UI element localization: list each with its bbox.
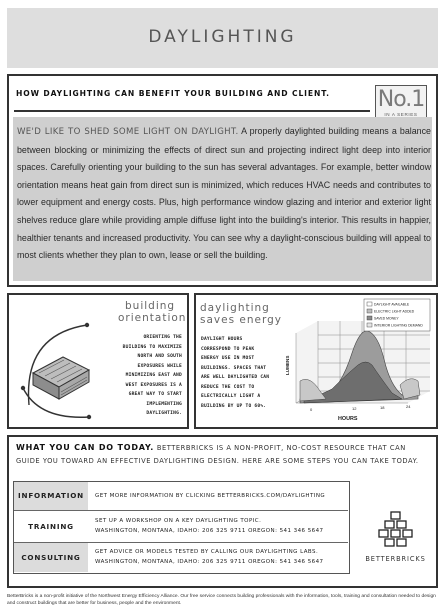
orientation-heading [118, 300, 187, 324]
betterbricks-logo-text: BETTERBRICKS [365, 555, 426, 563]
intro-body: A properly daylighted building means a balance between blocking or minimizing the effects of direct sun and projecting indirect light deep into interior spaces. Carefully orienting your building to the sun has several advantages. For example, better window orientation means heat gain from direct sun is minimized, which reduces HVAC needs and contributes to lower equipment and energy costs. Plus, high performance window glazing and interior and exterior light shelves reduce glare while providing ample diffuse light into the building's interior. This results in happier, healthier tenants and increased productivity. You can see why a daylight-conscious building will appeal to most clients whether they plan to own, lease or sell the building. [17, 126, 431, 261]
energy-heading [200, 302, 282, 326]
betterbricks-logo-icon [378, 510, 414, 552]
energy-text [201, 335, 291, 411]
orientation-text-line: NORTH AND SOUTH [137, 354, 182, 359]
legend-label: INTERIOR LIGHTING DEMAND [374, 323, 423, 328]
title-band [7, 8, 438, 68]
step-consulting-contact: WASHINGTON, MONTANA, IDAHO: 206 325 9711 OREGON: 541 346 5647 [95, 559, 324, 565]
sun-dot [85, 323, 89, 327]
x-tick-label: 18 [380, 405, 385, 410]
legend-swatch-electric [367, 309, 372, 313]
energy-text-line: CORRESPOND TO PEAK [201, 346, 255, 352]
orientation-text-line: BUILDING TO MAXIMIZE [122, 344, 182, 350]
step-label-consulting: CONSULTING [14, 543, 88, 572]
step-training-contact: WASHINGTON, MONTANA, IDAHO: 206 325 9711 OREGON: 541 346 5647 [95, 528, 324, 534]
intro-lead: WE'D LIKE TO SHED SOME LIGHT ON DAYLIGHT. [17, 127, 239, 137]
orientation-text-line: IMPLEMENTING [146, 401, 182, 407]
energy-heading-line: daylighting [200, 302, 270, 314]
legend-label: DAYLIGHT AVAILABLE [374, 302, 410, 307]
orientation-panel [7, 293, 189, 429]
orientation-text-line: WEST EXPOSURES IS A [125, 382, 182, 388]
series-caption: IN A SERIES [384, 112, 418, 117]
energy-text-line: ENERGY USE IN MOST [201, 356, 255, 361]
headline-divider [14, 110, 370, 112]
legend-swatch-saved [367, 316, 372, 320]
do-today-text [16, 441, 428, 468]
y-axis-label: LUMENS [285, 355, 290, 375]
x-tick-label: 24 [406, 404, 411, 409]
orientation-text-line: DAYLIGHTING. [146, 411, 182, 416]
x-axis-label: HOURS [338, 416, 358, 422]
series-number: No.1 [377, 87, 425, 112]
orientation-heading-line: orientation [118, 312, 187, 324]
energy-text-line: BUILDINGS. SPACES THAT [201, 365, 267, 371]
do-today-body: BETTERBRICKS IS A NON-PROFIT, NO-COST RESOURCE THAT CAN GUIDE YOU TOWARD AN EFFECTIVE DAYLIGHTING DESIGN. HERE ARE SOME STEPS YOU CAN TAKE TODAY. [16, 444, 419, 465]
x-tick-label: 12 [352, 406, 357, 411]
step-training-line: SET UP A WORKSHOP ON A KEY DAYLIGHTING TOPIC. [95, 518, 262, 524]
energy-text-line: ARE WELL DAYLIGHTED CAN [201, 375, 270, 380]
footer-text: BetterBricks is a non-profit initiative of the Northwest Energy Efficiency Alliance. Our free service connects building professionals with the information, tools, training and consultation needed to design and construct buildings that are better for business, people and the environment. [7, 594, 436, 606]
step-label-training: TRAINING [14, 511, 88, 542]
legend-swatch-daylight [367, 302, 372, 306]
energy-chart [280, 295, 436, 427]
orientation-text-line: EXPOSURES WHILE [137, 363, 182, 369]
energy-panel [194, 293, 438, 429]
orientation-text-line: ORIENTING THE [143, 335, 182, 340]
step-consulting-line: GET ADVICE OR MODELS TESTED BY CALLING OUR DAYLIGHTING LABS. [95, 549, 319, 555]
do-today-lead: WHAT YOU CAN DO TODAY. [16, 443, 155, 452]
orientation-text [97, 333, 182, 419]
intro-text-box [13, 117, 432, 281]
orientation-text-line: GREAT WAY TO START [128, 392, 182, 397]
steps-table [13, 481, 350, 574]
energy-text-line: ELECTRICALLY LIGHT A [201, 394, 261, 399]
headline: HOW DAYLIGHTING CAN BENEFIT YOUR BUILDING AND CLIENT. [16, 89, 330, 98]
energy-text-line: BUILDING BY UP TO 60%. [201, 403, 267, 409]
intro-paragraph [17, 123, 431, 265]
energy-heading-line: saves energy [200, 314, 282, 326]
step-information-line: GET MORE INFORMATION BY CLICKING BETTERBRICKS.COM/DAYLIGHTING [95, 493, 326, 499]
legend-label: ELECTRIC LIGHT ADDED [374, 309, 415, 314]
sun-dot [21, 386, 25, 390]
step-label-information: INFORMATION [14, 482, 88, 510]
energy-text-line: REDUCE THE COST TO [201, 384, 255, 390]
page-title: DAYLIGHTING [148, 27, 297, 47]
sun-dot [87, 415, 91, 419]
energy-text-line: DAYLIGHT HOURS [201, 337, 243, 342]
chart-legend [364, 299, 430, 331]
legend-swatch-demand [367, 323, 372, 327]
legend-label: SAVED MONEY [374, 316, 399, 321]
orientation-text-line: MINIMIZING EAST AND [125, 373, 182, 378]
x-tick-label: 0 [310, 407, 313, 412]
orientation-heading-line: building [125, 300, 176, 312]
